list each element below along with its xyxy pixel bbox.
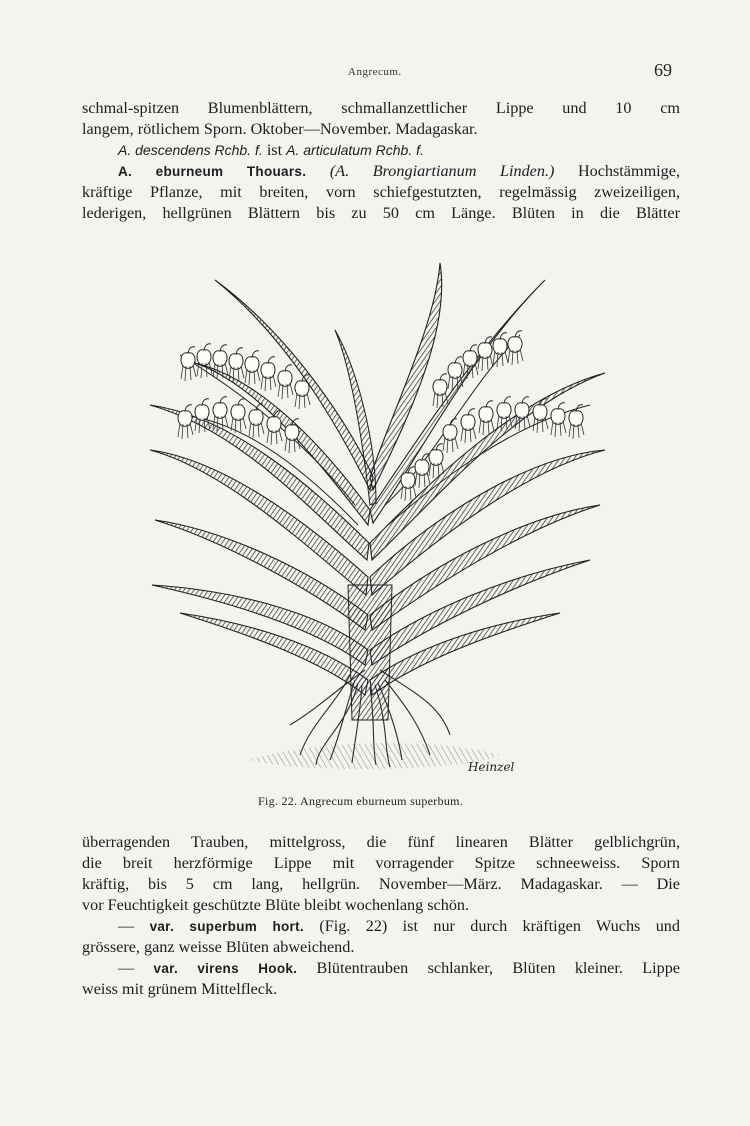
orchid-illustration [140, 255, 620, 785]
species-description-start: Hochstämmige, [554, 162, 680, 180]
text-line: schmal-spitzen Blumenblättern, schmallanzettlicher Lippe und 10 cm [82, 99, 680, 117]
text-line: lederigen, hellgrünen Blättern bis zu 50 cm Länge. Blüten in die Blätter [82, 204, 680, 222]
species-name: A. eburneum Thouars. [118, 164, 307, 179]
species-synonym: (A. Brongiartianum Linden.) [306, 162, 555, 180]
variety-virens-line [82, 958, 680, 979]
synonym-b: A. articulatum Rchb. f. [286, 142, 424, 158]
text-line: die breit herzförmige Lippe mit vorragender Spitze schneeweiss. Sporn [82, 854, 680, 872]
variety-virens-name: var. virens Hook. [153, 961, 298, 976]
running-title: Angrecum. [348, 66, 402, 78]
dash: — [118, 959, 154, 977]
variety-virens-text: Blütentrauben schlanker, Blüten kleiner. Lippe [297, 959, 680, 977]
text-line: vor Feuchtigkeit geschützte Blüte bleibt wochenlang schön. [82, 896, 470, 914]
page-number: 69 [654, 60, 672, 80]
bottom-text-block [82, 832, 680, 1000]
figure-caption: Fig. 22. Angrecum eburneum superbum. [258, 794, 464, 808]
variety-superbum-line [82, 916, 680, 937]
synonym-line [82, 140, 680, 161]
artist-signature: Heinzel [468, 760, 515, 774]
text-line: überragenden Trauben, mittelgross, die fünf linearen Blätter gelblichgrün, [82, 833, 680, 851]
text-line: weiss mit grünem Mittelfleck. [82, 980, 278, 998]
text-line: kräftig, bis 5 cm lang, hellgrün. November—März. Madagaskar. — Die [82, 875, 680, 893]
top-text-block [82, 98, 680, 224]
species-heading-line [82, 161, 680, 182]
text-line: grössere, ganz weisse Blüten abweichend. [82, 938, 355, 956]
text-line: langem, rötlichem Sporn. Oktober—November. Madagaskar. [82, 120, 478, 138]
dash: — [118, 917, 150, 935]
variety-superbum-name: var. superbum hort. [149, 919, 304, 934]
text-line: kräftige Pflanze, mit breiten, vorn schiefgestutzten, regelmässig zweizeiligen, [82, 183, 680, 201]
synonym-connector: ist [262, 141, 287, 159]
synonym-a: A. descendens Rchb. f. [118, 142, 263, 158]
variety-superbum-text: (Fig. 22) ist nur durch kräftigen Wuchs und [303, 917, 680, 935]
